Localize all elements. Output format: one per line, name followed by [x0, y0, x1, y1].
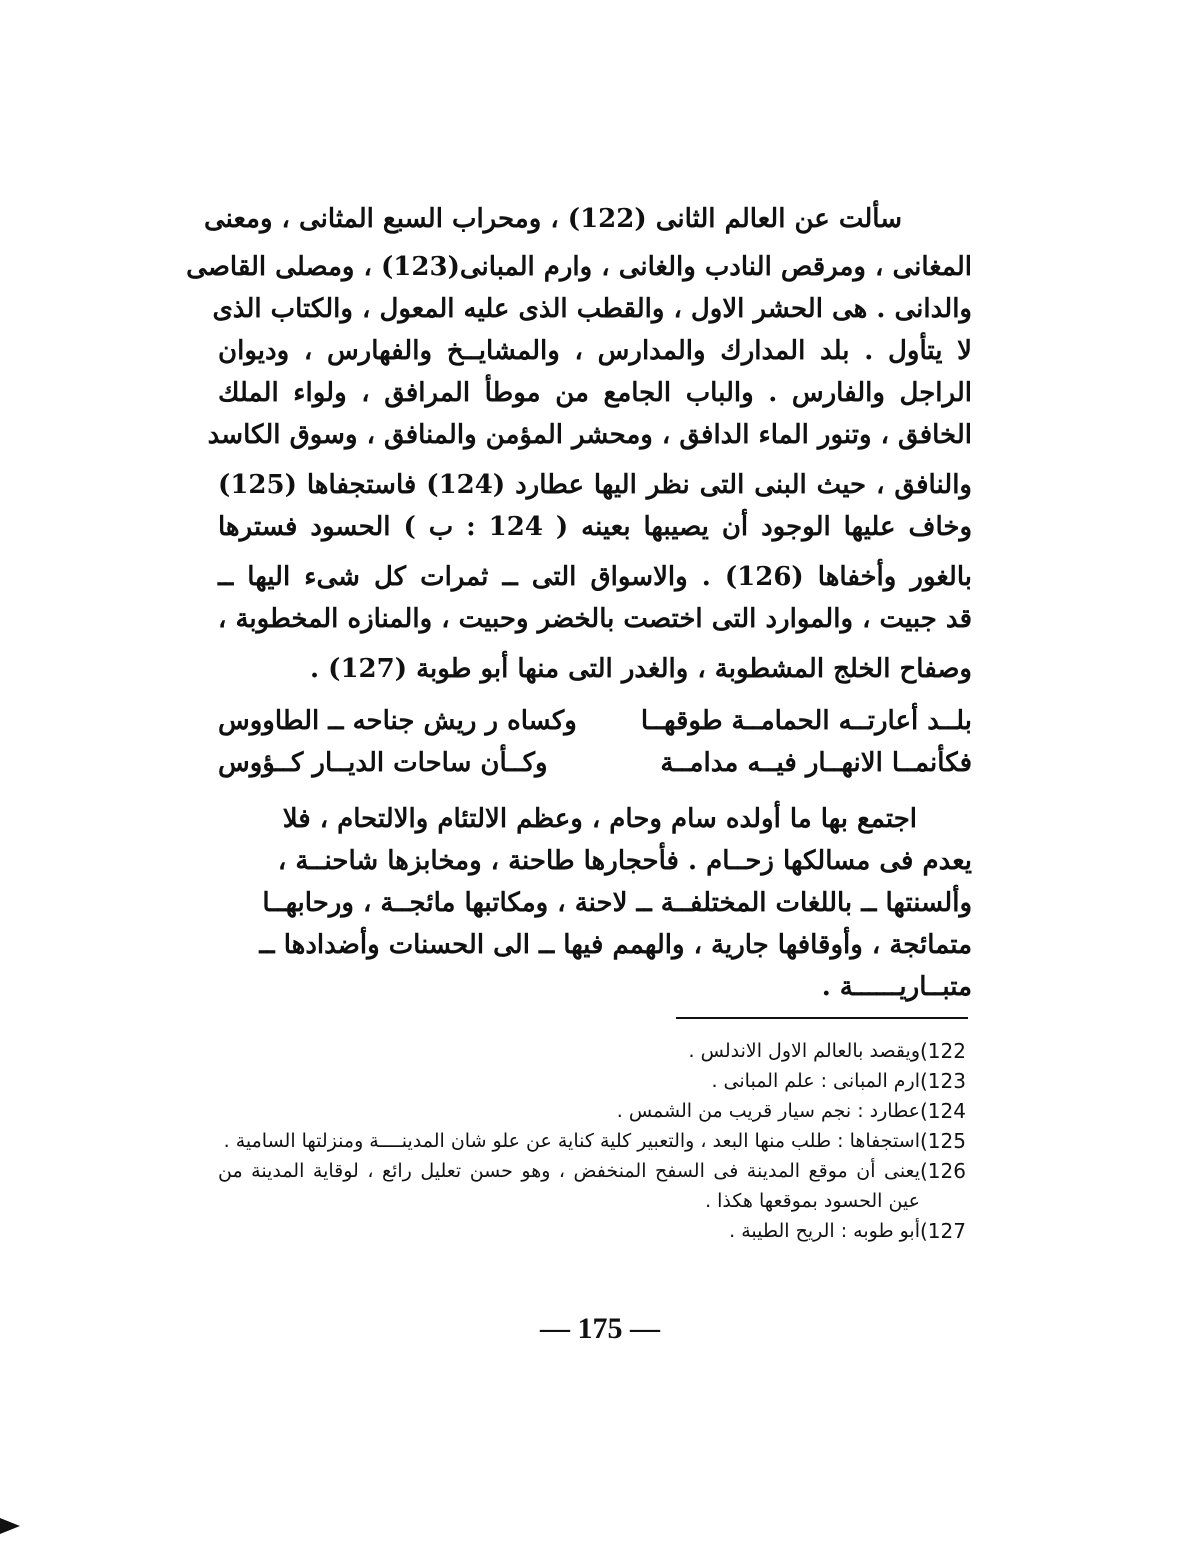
footnote-number: (122 — [920, 1039, 966, 1063]
text-line: متمائجة ، وأوقافها جارية ، والهمم فيها ــ الى الحسنات وأضدادها ــ — [259, 930, 972, 960]
verse-line — [218, 700, 972, 742]
verse-hemistich-left: وكساه ر ريش جناحه ــ الطاووس — [218, 706, 577, 736]
footnote — [218, 1036, 972, 1066]
text-line: والدانى . هى الحشر الاول ، والقطب الذى عليه المعول ، والكتاب الذى — [212, 294, 972, 324]
verse-hemistich-right: فكأنمــا الانهــار فيــه مدامــة — [660, 748, 972, 778]
paragraph-1 — [186, 198, 972, 690]
verse-hemistich-right: بلــد أعارتــه الحمامــة طوقهــا — [640, 706, 972, 736]
footnote-number: (123 — [920, 1069, 966, 1093]
footnotes — [218, 1036, 972, 1246]
footnote-text: استجفاها : طلب منها البعد ، والتعبير كلية كناية عن علو شان المدينــــة ومنزلتها السامية . — [223, 1130, 920, 1152]
footnote-text: ارم المبانى : علم المبانى . — [711, 1070, 920, 1092]
text-line: سألت عن العالم الثانى (122) ، ومحراب السبع المثانى ، ومعنى — [203, 204, 902, 234]
text-line: الخافق ، وتنور الماء الدافق ، ومحشر المؤمن والمنافق ، وسوق الكاسد — [207, 420, 972, 450]
footnote-number: (127 — [920, 1219, 966, 1243]
footnote-text: ويقصد بالعالم الاول الاندلس . — [688, 1040, 920, 1062]
scan-corner-mark — [0, 1518, 20, 1534]
text-line: والنافق ، حيث البنى التى نظر اليها عطارد (124) فاستجفاها (125) — [218, 470, 972, 500]
text-line: لا يتأول . بلد المدارك والمدارس ، والمشايــخ والفهارس ، وديوان — [218, 336, 972, 366]
text-line: المغانى ، ومرقص النادب والغانى ، وارم المبانى(123) ، ومصلى القاصى — [186, 252, 972, 282]
footnote — [218, 1126, 972, 1156]
footnote-number: (124 — [920, 1099, 966, 1123]
footnote — [218, 1066, 972, 1096]
footnote — [218, 1096, 972, 1126]
footnote — [218, 1216, 972, 1246]
page-number: — 175 — — [540, 1312, 660, 1345]
paragraph-2 — [218, 798, 972, 1008]
text-line: وخاف عليها الوجود أن يصيبها بعينه ( 124 : ب ) الحسود فسترها — [218, 512, 972, 542]
text-line: بالغور وأخفاها (126) . والاسواق التى ــ ثمرات كل شىء اليها ــ — [218, 562, 972, 592]
text-line: يعدم فى مسالكها زحــام . فأحجارها طاحنة ، ومخابزها شاحنــة ، — [277, 846, 972, 876]
verse-block — [218, 700, 972, 784]
text-line: قد جبيت ، والموارد التى اختصت بالخضر وحبيت ، والمنازه المخطوبة ، — [218, 604, 972, 634]
verse-hemistich-left: وكــأن ساحات الديــار كــؤوس — [218, 748, 548, 778]
footnote-number: (126 — [920, 1159, 966, 1183]
footnote-text: عطارد : نجم سيار قريب من الشمس . — [616, 1100, 920, 1122]
footnote-text: أبو طوبه : الريح الطيبة . — [729, 1220, 920, 1242]
text-line: الراجل والفارس . والباب الجامع من موطأ المرافق ، ولواء الملك — [218, 378, 972, 408]
text-line: اجتمع بها ما أولده سام وحام ، وعظم الالتئام والالتحام ، فلا — [282, 804, 917, 834]
text-line: وصفاح الخلج المشطوبة ، والغدر التى منها أبو طوبة (127) . — [310, 654, 972, 684]
text-line: متبــاريــــــة . — [821, 972, 972, 1002]
footnote-text: يعنى أن موقع المدينة فى السفح المنخفض ، وهو حسن تعليل رائع ، لوقاية المدينة من عين الحسود بموقعها هكذا . — [218, 1160, 920, 1212]
text-line: وألسنتها ــ باللغات المختلفــة ــ لاحنة ، ومكاتبها مائجــة ، ورحابهــا — [262, 888, 972, 918]
verse-line — [218, 742, 972, 784]
footnote-number: (125 — [920, 1129, 966, 1153]
footnote — [218, 1156, 972, 1216]
footnote-separator — [676, 1017, 968, 1019]
